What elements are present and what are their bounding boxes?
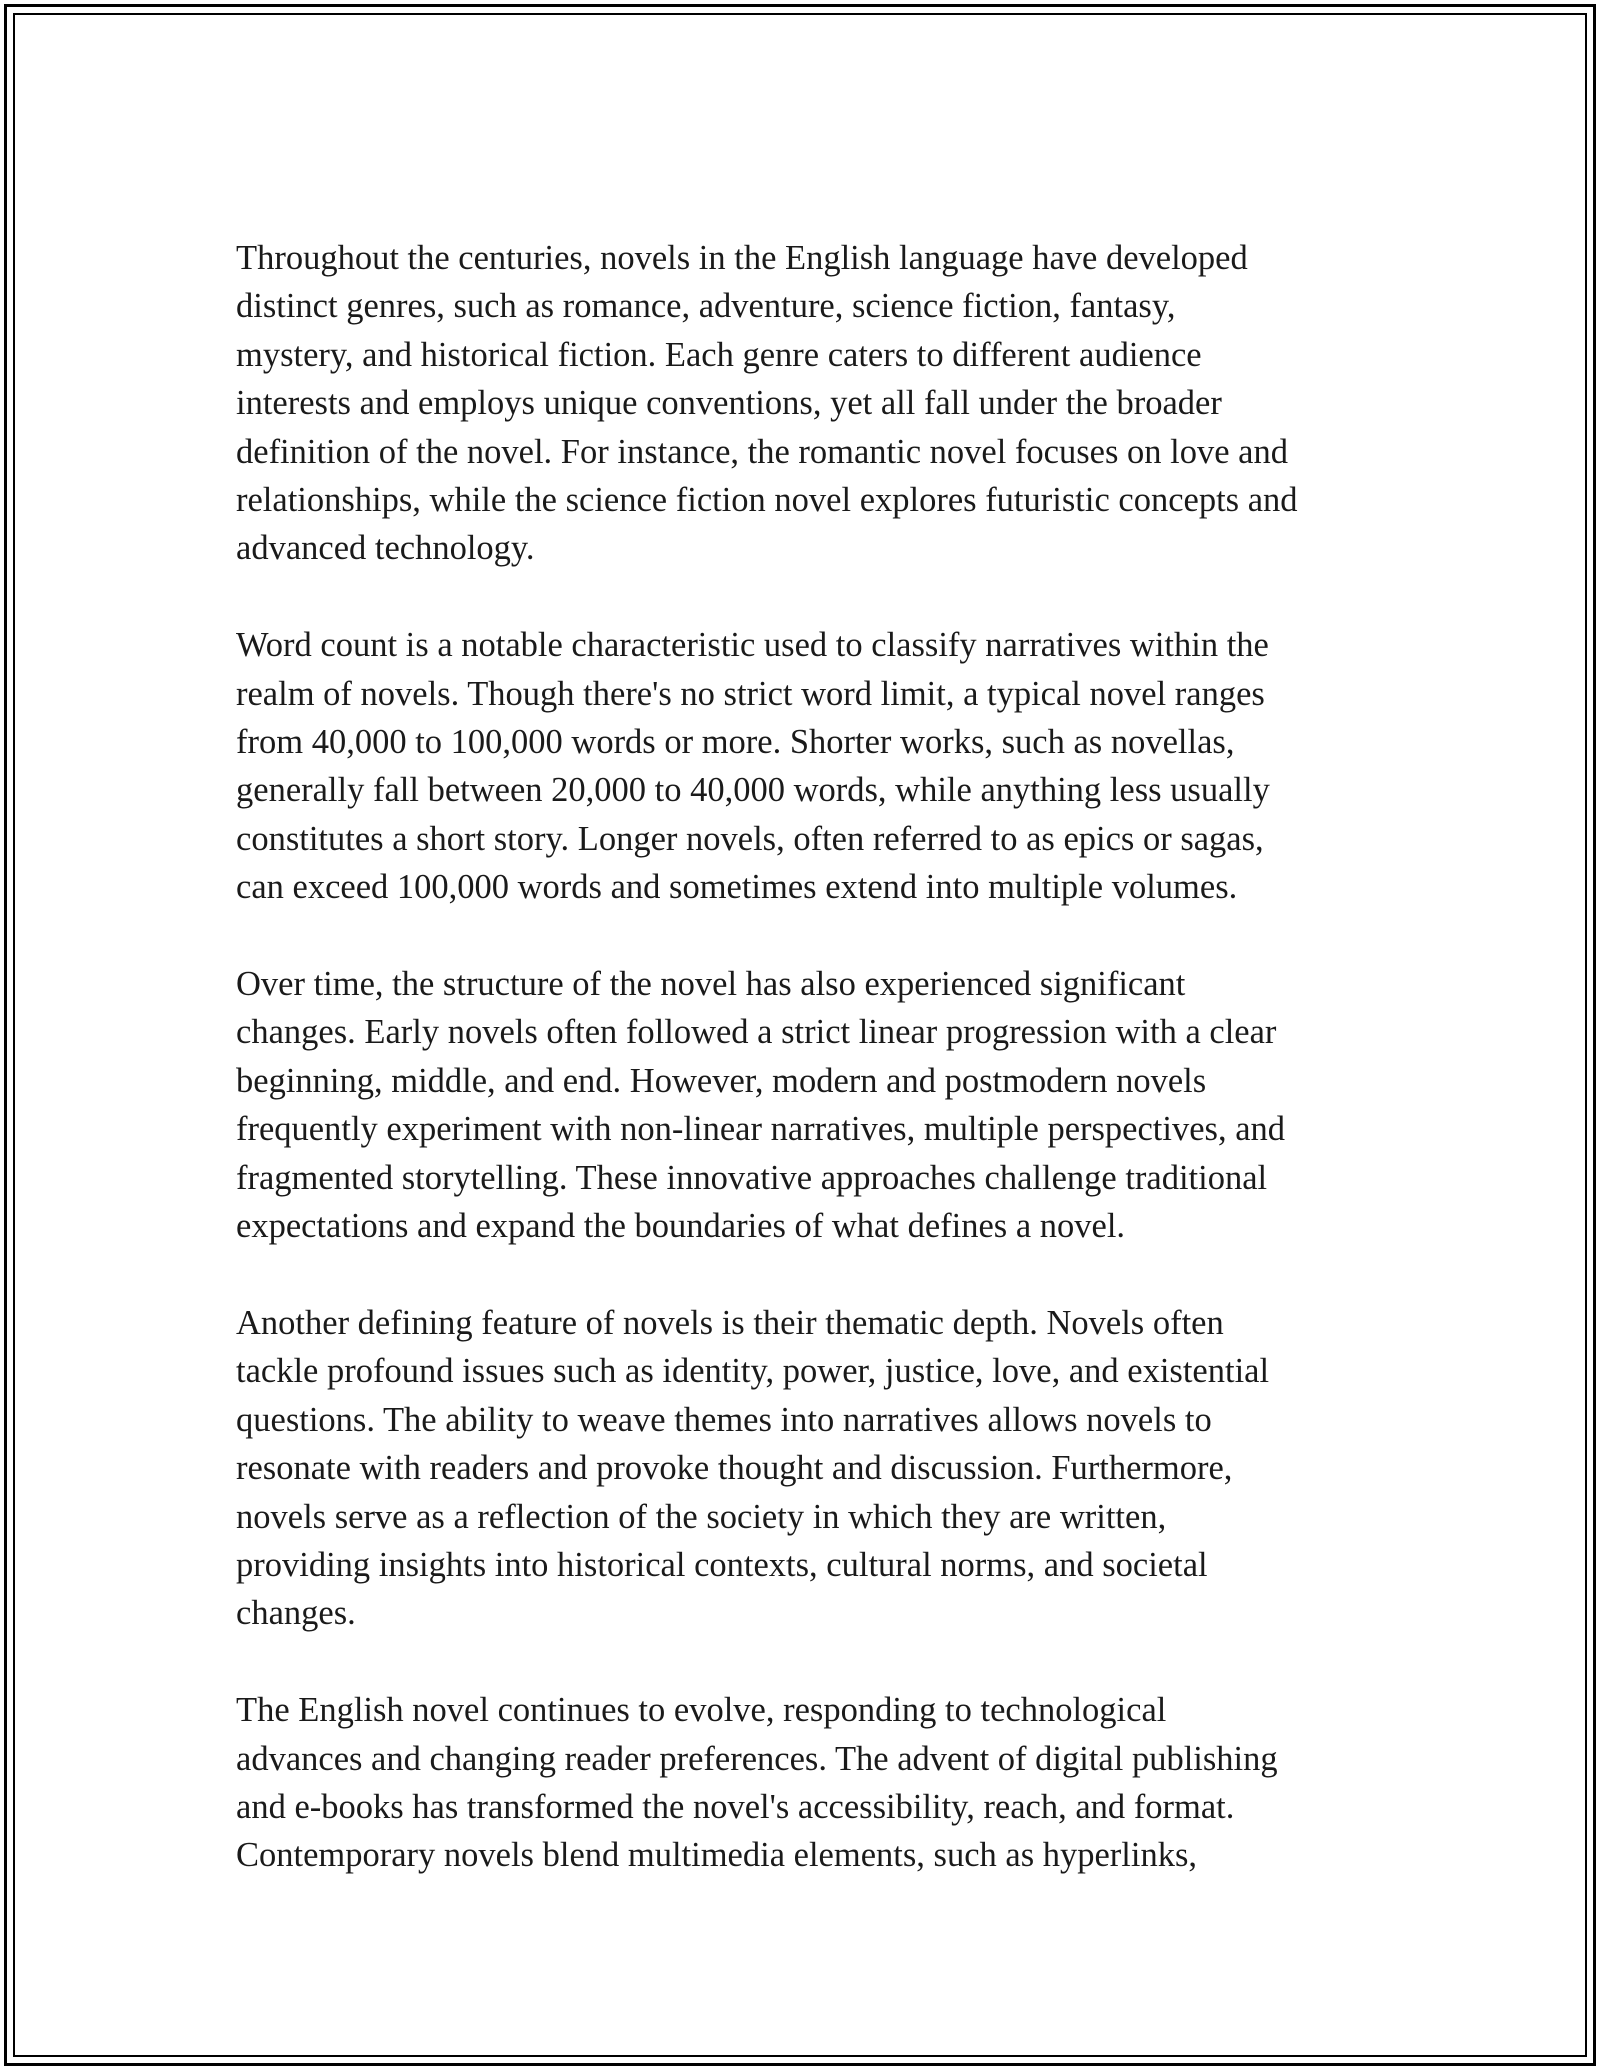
paragraph-thematic-depth: Another defining feature of novels is their thematic depth. Novels often tackle profound issues such as identity, power, justice, love, and existential questions. The ability to weave themes into narratives allows novels to resonate with readers and provoke thought and discussion. Furthermore, novels serve as a reflection of the society in which they are written, providing insights into historical contexts, cultural norms, and societal changes. — [236, 1303, 1270, 1633]
paragraph-word-count: Word count is a notable characteristic used to classify narratives within the realm of novels. Though there's no strict word limit, a typical novel ranges from 40,000 to 100,000 words or more. Shorter works, such as novellas, generally fall between 20,000 to 40,000 words, while anything less usually constitutes a short story. Longer novels, often referred to as epics or sagas, can exceed 100,000 words and sometimes extend into multiple volumes. — [236, 626, 1270, 907]
document-body — [236, 234, 1436, 1928]
paragraph-evolution: The English novel continues to evolve, responding to technological advances and changing reader preferences. The advent of digital publishing and e-books has transformed the novel's accessibility, reach, and format. Contemporary novels blend multimedia elements, such as hyperlinks, — [236, 1691, 1278, 1875]
paragraph-genres: Throughout the centuries, novels in the English language have developed distinct genres, such as romance, adventure, science fiction, fantasy, mystery, and historical fiction. Each genre caters to different audience interests and employs unique conventions, yet all fall under the broader definition of the novel. For instance, the romantic novel focuses on love and relationships, while the science fiction novel explores futuristic concepts and advanced technology. — [236, 239, 1298, 568]
paragraph-structure: Over time, the structure of the novel has also experienced significant changes. Early novels often followed a strict linear progression with a clear beginning, middle, and end. However, modern and postmodern novels frequently experiment with non-linear narratives, multiple perspectives, and fragmented storytelling. These innovative approaches challenge traditional expectations and expand the boundaries of what defines a novel. — [236, 965, 1286, 1246]
